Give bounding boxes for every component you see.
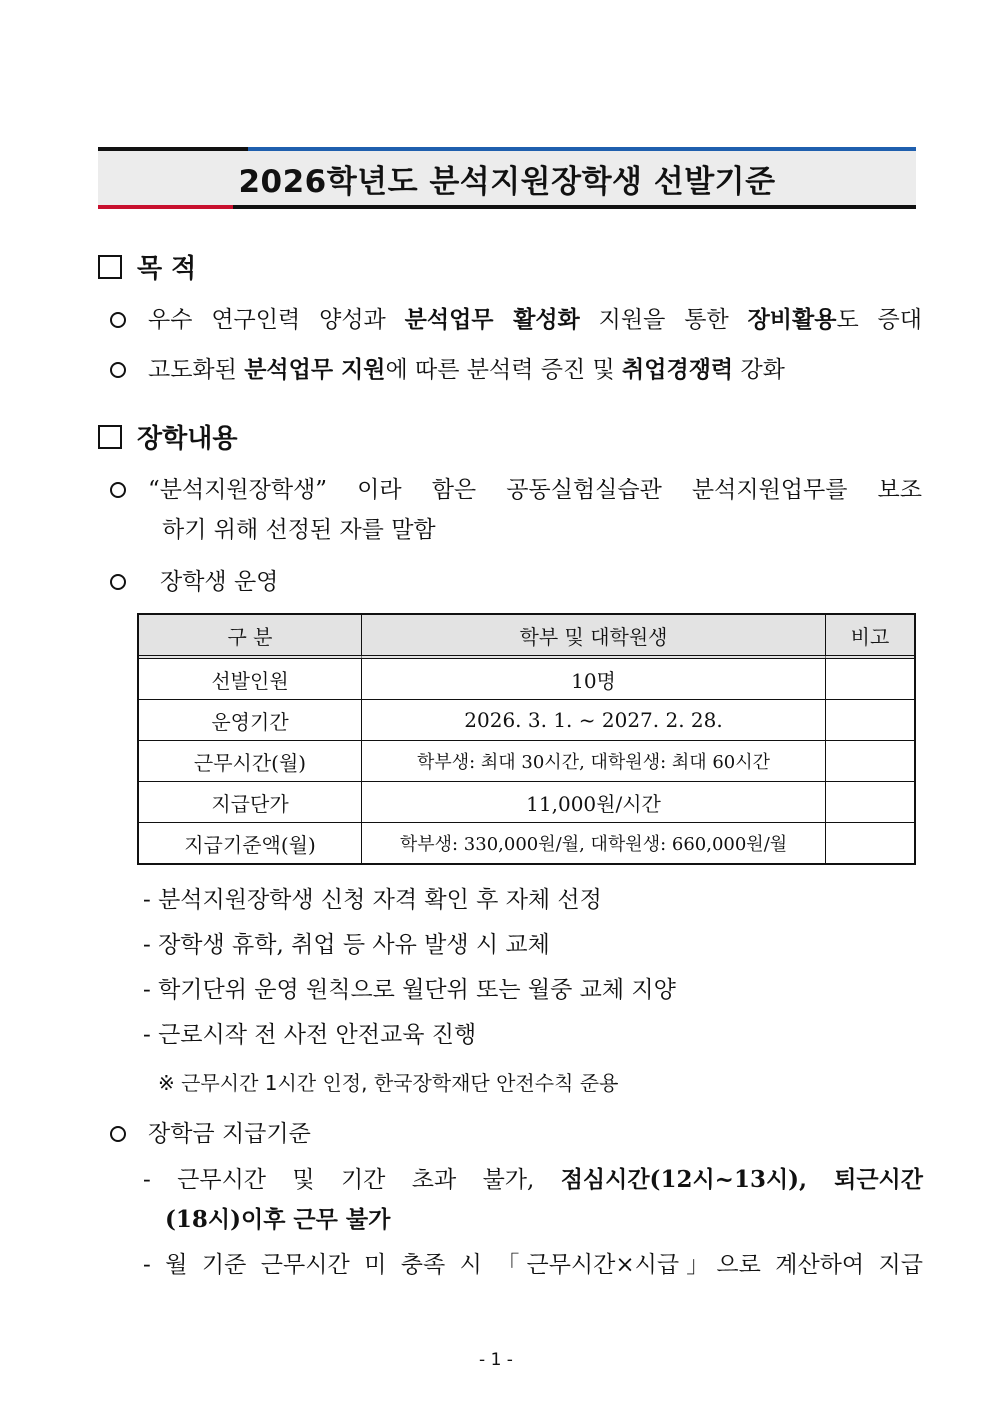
table-cell-note: [826, 741, 914, 782]
payment-label: 장학금 지급기준: [148, 1121, 311, 1147]
purpose-item-text: 우수 연구인력 양성과 분석업무 활성화 지원을 통한 장비활용도 증대: [148, 306, 922, 333]
table-cell-value: 학부생: 330,000원/월, 대학원생: 660,000원/월: [362, 823, 826, 863]
title-top-blue-bar: [248, 147, 916, 151]
title-bottom-black-bar: [233, 205, 916, 209]
payment-rule-line-1: - 근무시간 및 기간 초과 불가, 점심시간(12시~13시), 퇴근시간: [143, 1166, 923, 1193]
table-cell-value: 11,000원/시간: [362, 782, 826, 823]
definition-item: [110, 470, 922, 550]
section-purpose-heading: [98, 248, 196, 285]
title-top-black-bar: [98, 147, 248, 151]
reference-note: ※ 근무시간 1시간 인정, 한국장학재단 안전수칙 준용: [158, 1071, 619, 1095]
circle-bullet-icon: [110, 312, 126, 328]
payment-item: [110, 1114, 922, 1154]
table-cell-label: 선발인원: [139, 659, 362, 700]
page-number: - 1 -: [479, 1350, 513, 1370]
purpose-item-2: [110, 350, 922, 390]
table-cell-label: 지급단가: [139, 782, 362, 823]
table-cell-label: 지급기준액(월): [139, 823, 362, 863]
dash-item: - 장학생 휴학, 취업 등 사유 발생 시 교체: [143, 932, 550, 958]
table-header-cell: 구 분: [139, 615, 362, 659]
purpose-item-1: [110, 300, 922, 340]
table-cell-note: [826, 700, 914, 741]
table-cell-note: [826, 659, 914, 700]
table-row: [139, 700, 914, 741]
table-header-cell: 비고: [826, 615, 914, 659]
table-cell-value: 학부생: 최대 30시간, 대학원생: 최대 60시간: [362, 741, 826, 782]
section-heading-text: 장학내용: [137, 424, 238, 454]
table-cell-label: 근무시간(월): [139, 741, 362, 782]
circle-bullet-icon: [110, 362, 126, 378]
table-row: [139, 659, 914, 700]
table-header-cell: 학부 및 대학원생: [362, 615, 826, 659]
payment-rule-line-3: - 월 기준 근무시간 미 충족 시 「근무시간×시급」으로 계산하여 지급: [143, 1252, 923, 1278]
section-heading-text: 목 적: [137, 254, 197, 284]
title-banner: [98, 147, 916, 209]
definition-text: “분석지원장학생” 이라 함은 공동실험실습관 분석지원업무를 보조 하기 위해 선정된 자를 말함: [148, 477, 922, 543]
square-bullet-icon: [98, 425, 122, 449]
circle-bullet-icon: [110, 574, 126, 590]
square-bullet-icon: [98, 255, 122, 279]
purpose-item-text: 고도화된 분석업무 지원에 따른 분석력 증진 및 취업경쟁력 강화: [148, 356, 785, 383]
payment-rule-line-2: (18시)이후 근무 불가: [165, 1206, 391, 1233]
operation-item: [110, 562, 922, 602]
table-header-row: [139, 615, 914, 659]
table-row: [139, 823, 914, 863]
table-cell-note: [826, 823, 914, 863]
table-row: [139, 782, 914, 823]
dash-item: - 분석지원장학생 신청 자격 확인 후 자체 선정: [143, 887, 602, 913]
circle-bullet-icon: [110, 482, 126, 498]
section-content-heading: [98, 418, 237, 455]
table-cell-label: 운영기간: [139, 700, 362, 741]
table-row: [139, 741, 914, 782]
page-title: 2026학년도 분석지원장학생 선발기준: [238, 164, 776, 200]
dash-item: - 학기단위 운영 원칙으로 월단위 또는 월중 교체 지양: [143, 977, 676, 1003]
table-cell-value: 2026. 3. 1. ~ 2027. 2. 28.: [362, 700, 826, 741]
dash-item: - 근로시작 전 사전 안전교육 진행: [143, 1022, 477, 1048]
table-cell-value: 10명: [362, 659, 826, 700]
operation-label: 장학생 운영: [160, 569, 279, 595]
table-cell-note: [826, 782, 914, 823]
scholarship-table: [137, 613, 916, 865]
title-bottom-red-bar: [98, 205, 233, 209]
circle-bullet-icon: [110, 1126, 126, 1142]
